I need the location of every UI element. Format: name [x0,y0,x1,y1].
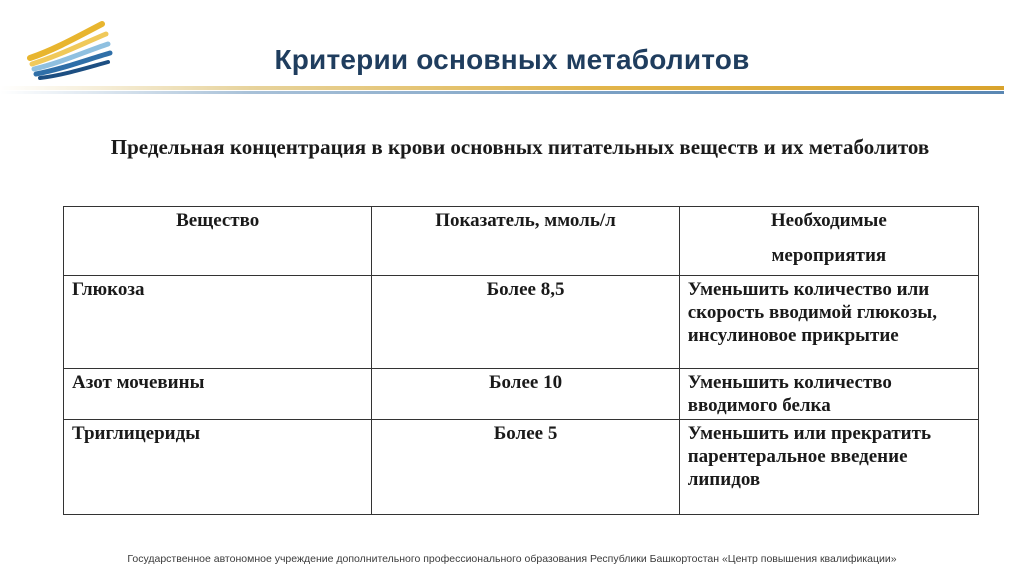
header-measures [679,207,978,276]
title-underline-blue [0,91,1004,94]
cell-substance: Азот мочевины [64,369,372,420]
table-row [64,369,979,420]
cell-substance: Глюкоза [64,276,372,369]
table-caption: Предельная концентрация в крови основных питательных веществ и их метаболитов [110,135,930,159]
table-row [64,276,979,369]
table-row [64,420,979,515]
table-header-row [64,207,979,276]
header-substance: Вещество [64,207,372,276]
header-indicator: Показатель, ммоль/л [372,207,679,276]
cell-indicator: Более 8,5 [372,276,679,369]
footer-organization: Государственное автономное учреждение дополнительного профессионального образования Республики Башкортостан «Центр повышения квалификации» [127,553,897,565]
header-measures-line1: Необходимые [770,210,887,231]
slide-title: Критерии основных метаболитов [274,44,750,75]
metabolite-criteria-table [63,206,979,515]
cell-substance: Триглицериды [64,420,372,515]
header-measures-line2: мероприятия [771,245,887,266]
title-underline-gold [0,86,1004,90]
cell-indicator: Более 5 [372,420,679,515]
cell-measures: Уменьшить количество или скорость вводимой глюкозы, инсулиновое прикрытие [679,276,978,369]
cell-indicator: Более 10 [372,369,679,420]
cell-measures: Уменьшить или прекратить парентеральное введение липидов [679,420,978,515]
cell-measures: Уменьшить количество вводимого белка [679,369,978,420]
